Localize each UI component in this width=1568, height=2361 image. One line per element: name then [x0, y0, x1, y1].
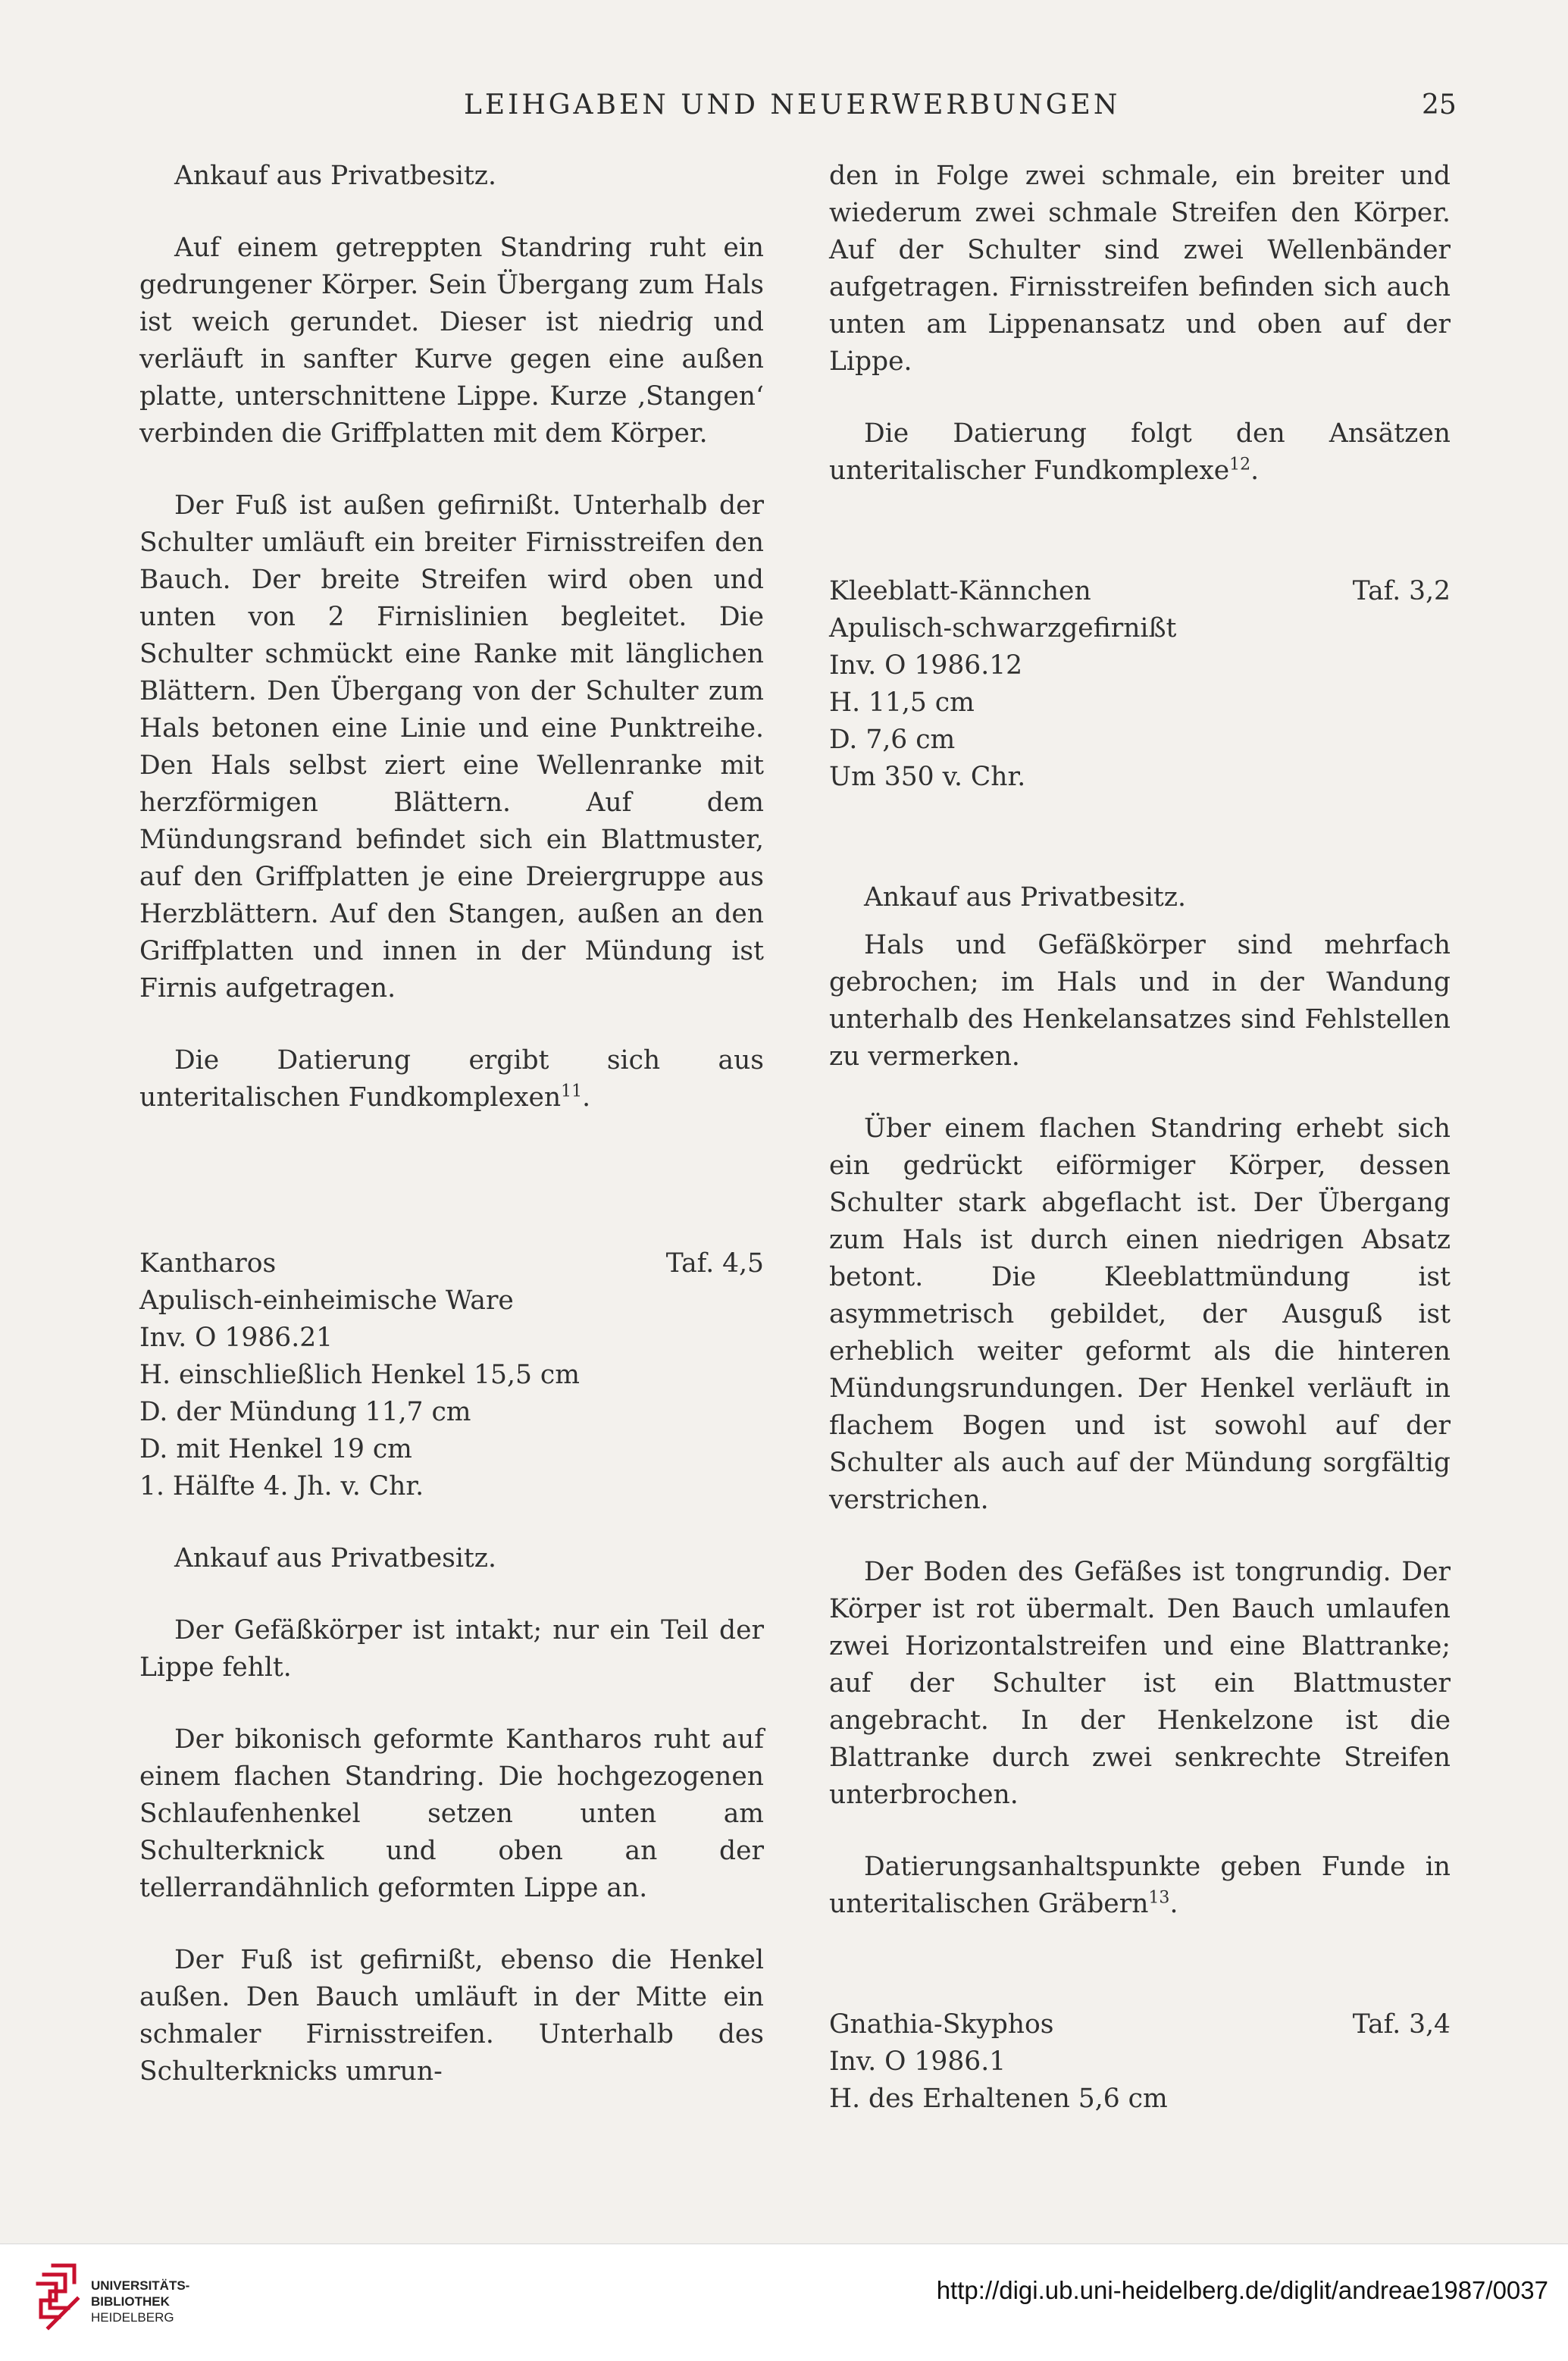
- paragraph-end: .: [1169, 1889, 1178, 1919]
- paragraph-text: Datierungsanhaltspunkte geben Funde in unteritalischen Gräbern: [829, 1852, 1451, 1919]
- library-logo-icon: [33, 2261, 94, 2337]
- meta-line: H. des Erhaltenen 5,6 cm: [829, 2084, 1168, 2114]
- footnote-ref[interactable]: 12: [1229, 455, 1251, 474]
- paragraph-dating: [829, 415, 1451, 490]
- paragraph: Ankauf aus Privatbesitz.: [174, 161, 496, 191]
- paragraph-dating: [829, 1849, 1451, 1923]
- catalog-entry-heading: [829, 2006, 1451, 2043]
- meta-line: D. 7,6 cm: [829, 725, 956, 755]
- footer-bar: [0, 2244, 1568, 2361]
- paragraph: Der Gefäßkörper ist intakt; nur ein Teil der Lippe fehlt.: [139, 1615, 764, 1683]
- page-number: 25: [1422, 89, 1457, 121]
- paragraph-dating: [139, 1042, 764, 1116]
- library-name: [91, 2278, 189, 2325]
- entry-title: Kleeblatt-Kännchen: [829, 576, 1091, 606]
- meta-line: Um 350 v. Chr.: [829, 762, 1026, 792]
- paragraph: Über einem flachen Standring erhebt sich ein gedrückt eiförmiger Körper, dessen Schulter stark abgeflacht ist. Der Übergang zum Hals ist durch einen niedrigen Absatz betont. Die Kleeblattmündung ist asymmetrisch gebildet, der Ausguß ist erheblich weiter geformt als die hinteren Mündungsrundungen. Der Henkel verläuft in flachem Bogen und ist sowohl auf der Schulter als auch auf der Mündung sorgfältig verstrichen.: [829, 1113, 1451, 1515]
- meta-line: 1. Hälfte 4. Jh. v. Chr.: [139, 1471, 424, 1501]
- paragraph-text: Die Datierung folgt den Ansätzen unteritalischer Fundkomplexe: [829, 418, 1451, 486]
- entry-title: Gnathia-Skyphos: [829, 2009, 1054, 2040]
- paragraph: Der Fuß ist außen gefirnißt. Unterhalb der Schulter umläuft ein breiter Firnisstreifen den Bauch. Der breite Streifen wird oben und unten von 2 Firnislinien begleitet. Die Schulter schmückt eine Ranke mit länglichen Blättern. Den Übergang von der Schulter zum Hals betonen eine Linie und eine Punktreihe. Den Hals selbst ziert eine Wellenranke mit herzförmigen Blättern. Auf dem Mündungsrand befindet sich ein Blattmuster, auf den Griffplatten je eine Dreiergruppe aus Herzblättern. Auf den Stangen, außen an den Griffplatten und innen in der Mündung ist Firnis aufgetragen.: [139, 490, 764, 1004]
- catalog-entry-heading: [829, 573, 1451, 610]
- paragraph: Der bikonisch geformte Kantharos ruht auf einem flachen Standring. Die hochgezogenen Schlaufenhenkel setzen unten am Schulterknick und oben an der tellerrandähnlich geformten Lippe an.: [139, 1724, 764, 1903]
- left-column: [139, 158, 764, 2090]
- paragraph: Der Boden des Gefäßes ist tongrundig. Der Körper ist rot übermalt. Den Bauch umlaufen zwei Horizontalstreifen und eine Blattranke; auf der Schulter ist ein Blattmuster angebracht. In der Henkelzone ist die Blattranke durch zwei senkrechte Streifen unterbrochen.: [829, 1557, 1451, 1810]
- paragraph: den in Folge zwei schmale, ein breiter und wiederum zwei schmale Streifen den Körper. Auf der Schulter sind zwei Wellenbänder aufgetragen. Firnisstreifen befinden sich auch unten am Lippenansatz und oben auf der Lippe.: [829, 161, 1451, 377]
- meta-line: D. mit Henkel 19 cm: [139, 1434, 412, 1464]
- paragraph: Ankauf aus Privatbesitz.: [174, 1543, 496, 1573]
- entry-metadata: [139, 1282, 764, 1505]
- paragraph: Der Fuß ist gefirnißt, ebenso die Henkel außen. Den Bauch umläuft in der Mitte ein schmaler Firnisstreifen. Unterhalb des Schulterknicks umrun-: [139, 1945, 764, 2087]
- meta-line: Apulisch-schwarzgefirnißt: [829, 613, 1177, 643]
- meta-line: H. einschließlich Henkel 15,5 cm: [139, 1360, 580, 1390]
- meta-line: D. der Mündung 11,7 cm: [139, 1397, 471, 1427]
- catalog-entry-heading: [139, 1245, 764, 1282]
- paragraph: Ankauf aus Privatbesitz.: [864, 882, 1186, 913]
- plate-reference: Taf. 4,5: [665, 1248, 764, 1279]
- meta-line: Apulisch-einheimische Ware: [139, 1285, 514, 1316]
- right-column: [829, 158, 1451, 2118]
- paragraph-end: .: [582, 1082, 591, 1113]
- entry-title: Kantharos: [139, 1248, 277, 1279]
- paragraph-text: Die Datierung ergibt sich aus unteritalischen Fundkomplexen: [139, 1045, 764, 1113]
- library-name-line: BIBLIOTHEK: [91, 2294, 170, 2309]
- paragraph: Hals und Gefäßkörper sind mehrfach gebrochen; im Hals und in der Wandung unterhalb des Henkelansatzes sind Fehlstellen zu vermerken.: [829, 930, 1451, 1072]
- entry-metadata: [829, 610, 1451, 796]
- plate-reference: Taf. 3,2: [1352, 576, 1451, 606]
- entry-metadata: [829, 2043, 1451, 2118]
- meta-line: Inv. O 1986.21: [139, 1323, 333, 1353]
- paragraph: Auf einem getreppten Standring ruht ein gedrungener Körper. Sein Übergang zum Hals ist weich gerundet. Dieser ist niedrig und verläuft in sanfter Kurve gegen eine außen platte, unterschnittene Lippe. Kurze ‚Stangen‘ verbinden die Griffplatten mit dem Körper.: [139, 233, 764, 449]
- library-name-line: HEIDELBERG: [91, 2310, 174, 2325]
- footnote-ref[interactable]: 13: [1148, 1888, 1170, 1908]
- library-name-line: UNIVERSITÄTS-: [91, 2278, 190, 2293]
- meta-line: H. 11,5 cm: [829, 687, 975, 718]
- plate-reference: Taf. 3,4: [1352, 2009, 1451, 2040]
- meta-line: Inv. O 1986.12: [829, 650, 1023, 681]
- meta-line: Inv. O 1986.1: [829, 2046, 1006, 2077]
- running-title: LEIHGABEN UND NEUERWERBUNGEN: [464, 89, 1121, 121]
- footnote-ref[interactable]: 11: [561, 1082, 583, 1101]
- source-url-link[interactable]: http://digi.ub.uni-heidelberg.de/diglit/andreae1987/0037: [936, 2276, 1548, 2304]
- paragraph-end: .: [1250, 456, 1260, 486]
